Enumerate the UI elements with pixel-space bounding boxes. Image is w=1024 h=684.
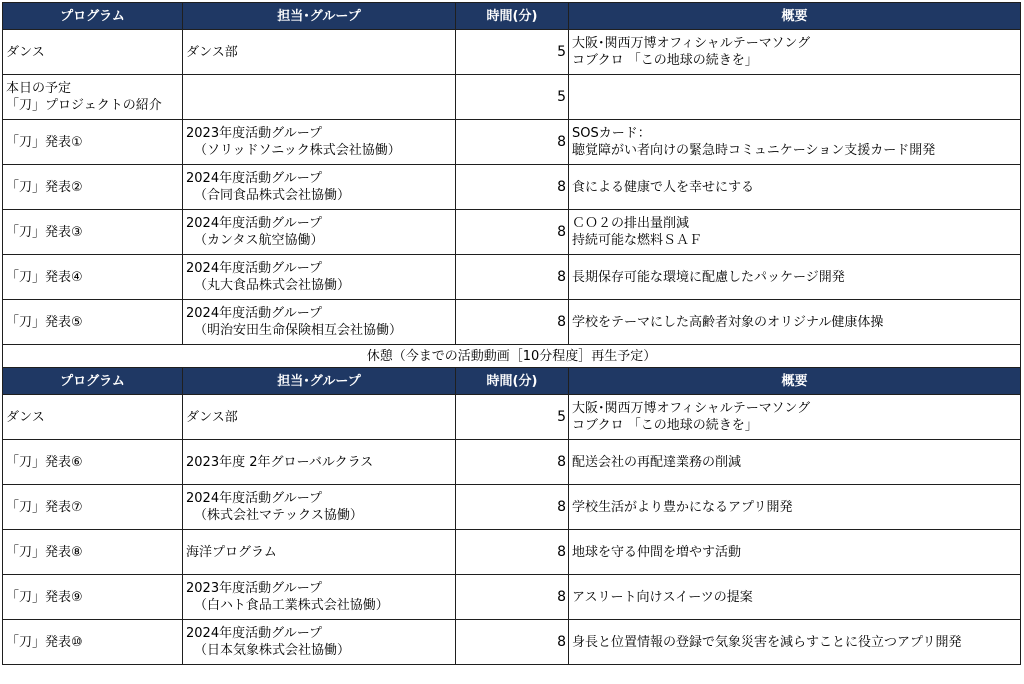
table-row bbox=[3, 255, 1021, 300]
program-cell-line: ダンス bbox=[6, 44, 45, 60]
program-cell bbox=[3, 165, 183, 210]
program-cell-line: 「刀」発表③ bbox=[6, 224, 83, 240]
program-cell bbox=[3, 210, 183, 255]
table-row bbox=[3, 75, 1021, 120]
group-cell bbox=[183, 165, 456, 210]
group-cell-line: 2024年度活動グループ bbox=[186, 216, 323, 231]
summary-cell-line: 大阪･関西万博オフィシャルテーマソング bbox=[572, 401, 811, 416]
header-program: プログラム bbox=[3, 368, 183, 395]
group-cell bbox=[183, 255, 456, 300]
time-cell: 8 bbox=[456, 165, 569, 210]
table-row bbox=[3, 210, 1021, 255]
summary-cell bbox=[569, 165, 1021, 210]
time-cell: 5 bbox=[456, 395, 569, 440]
time-cell: 8 bbox=[456, 210, 569, 255]
group-cell-line: （明治安田生命保険相互会社協働） bbox=[194, 323, 403, 338]
time-cell: 5 bbox=[456, 30, 569, 75]
header-summary: 概要 bbox=[569, 3, 1021, 30]
group-cell bbox=[183, 440, 456, 485]
summary-cell-line: 学校をテーマにした高齢者対象のオリジナル健康体操 bbox=[572, 314, 884, 330]
group-cell-line: 2024年度活動グループ bbox=[186, 261, 323, 276]
time-cell: 8 bbox=[456, 300, 569, 345]
time-cell: 8 bbox=[456, 530, 569, 575]
summary-cell bbox=[569, 30, 1021, 75]
group-cell bbox=[183, 210, 456, 255]
program-cell-line: 「刀」発表② bbox=[6, 179, 83, 195]
time-cell: 8 bbox=[456, 120, 569, 165]
header-program: プログラム bbox=[3, 3, 183, 30]
program-cell-line: 「刀」発表⑩ bbox=[6, 634, 83, 650]
program-cell bbox=[3, 300, 183, 345]
summary-cell bbox=[569, 120, 1021, 165]
group-cell-line: （白ハト食品工業株式会社協働） bbox=[194, 598, 389, 613]
header-summary: 概要 bbox=[569, 368, 1021, 395]
program-cell-line: 「刀」発表⑦ bbox=[6, 499, 83, 515]
summary-cell-line: ＣＯ２の排出量削減 bbox=[572, 216, 690, 231]
program-cell-line: 「刀」発表④ bbox=[6, 269, 83, 285]
table-row bbox=[3, 300, 1021, 345]
group-cell-line: （日本気象株式会社協働） bbox=[194, 643, 351, 658]
program-cell bbox=[3, 575, 183, 620]
summary-cell-line: コブクロ 「この地球の続きを」 bbox=[572, 418, 758, 433]
header-row bbox=[3, 3, 1021, 30]
program-cell bbox=[3, 75, 183, 120]
time-cell: 8 bbox=[456, 255, 569, 300]
table-row bbox=[3, 485, 1021, 530]
table-row bbox=[3, 395, 1021, 440]
header-time: 時間(分) bbox=[456, 3, 569, 30]
summary-cell-line: SOSカード： bbox=[572, 126, 651, 141]
program-cell-line: 「刀」発表⑥ bbox=[6, 454, 83, 470]
break-row bbox=[3, 345, 1021, 368]
group-cell-line: 2023年度活動グループ bbox=[186, 126, 323, 141]
group-cell bbox=[183, 120, 456, 165]
group-cell-line: 2024年度活動グループ bbox=[186, 306, 323, 321]
summary-cell bbox=[569, 620, 1021, 665]
table-row bbox=[3, 575, 1021, 620]
table-row bbox=[3, 120, 1021, 165]
summary-cell-line: 地球を守る仲間を増やす活動 bbox=[572, 544, 742, 560]
group-cell bbox=[183, 395, 456, 440]
summary-cell bbox=[569, 440, 1021, 485]
program-cell-line: 「刀」発表① bbox=[6, 134, 83, 150]
summary-cell-line: アスリート向けスイーツの提案 bbox=[572, 589, 753, 605]
program-cell-line: 「刀」プロジェクトの紹介 bbox=[6, 98, 162, 113]
summary-cell bbox=[569, 210, 1021, 255]
group-cell-line: 2023年度活動グループ bbox=[186, 581, 323, 596]
summary-cell-line: 配送会社の再配達業務の削減 bbox=[572, 454, 742, 470]
table-row bbox=[3, 530, 1021, 575]
summary-cell-line: 身長と位置情報の登録で気象災害を減らすことに役立つアプリ開発 bbox=[572, 634, 962, 650]
summary-cell bbox=[569, 75, 1021, 120]
group-cell bbox=[183, 300, 456, 345]
summary-cell-line: 食による健康で人を幸せにする bbox=[572, 179, 755, 195]
group-cell-line: （カンタス航空協働） bbox=[194, 233, 324, 248]
group-cell-line: （合同食品株式会社協働） bbox=[194, 188, 351, 203]
program-cell-line: 「刀」発表⑨ bbox=[6, 589, 83, 605]
program-cell bbox=[3, 530, 183, 575]
summary-cell-line: コブクロ 「この地球の続きを」 bbox=[572, 53, 758, 68]
group-cell-line: ダンス部 bbox=[186, 409, 238, 425]
time-cell: 8 bbox=[456, 485, 569, 530]
group-cell-line: ダンス部 bbox=[186, 44, 238, 60]
group-cell-line: 2023年度 2年グローバルクラス bbox=[186, 454, 374, 470]
program-cell bbox=[3, 620, 183, 665]
group-cell bbox=[183, 75, 456, 120]
group-cell-line: （丸大食品株式会社協働） bbox=[194, 278, 351, 293]
group-cell-line: 2024年度活動グループ bbox=[186, 171, 323, 186]
header-time: 時間(分) bbox=[456, 368, 569, 395]
summary-cell-line: 持続可能な燃料ＳＡＦ bbox=[572, 233, 703, 248]
program-cell bbox=[3, 30, 183, 75]
summary-cell-line: 長期保存可能な環境に配慮したパッケージ開発 bbox=[572, 269, 845, 285]
program-cell bbox=[3, 395, 183, 440]
summary-cell bbox=[569, 530, 1021, 575]
header-group: 担当･グループ bbox=[183, 368, 456, 395]
summary-cell-line: 聴覚障がい者向けの緊急時コミュニケーション支援カード開発 bbox=[572, 143, 936, 158]
group-cell bbox=[183, 575, 456, 620]
group-cell-line: 2024年度活動グループ bbox=[186, 626, 323, 641]
group-cell bbox=[183, 485, 456, 530]
group-cell-line: （ソリッドソニック株式会社協働） bbox=[194, 143, 401, 158]
time-cell: 8 bbox=[456, 575, 569, 620]
table-row bbox=[3, 440, 1021, 485]
table-row bbox=[3, 165, 1021, 210]
group-cell bbox=[183, 530, 456, 575]
group-cell-line: （株式会社マテックス協働） bbox=[194, 508, 363, 523]
time-cell: 8 bbox=[456, 620, 569, 665]
time-cell: 5 bbox=[456, 75, 569, 120]
program-cell bbox=[3, 485, 183, 530]
header-group: 担当･グループ bbox=[183, 3, 456, 30]
program-cell-line: 「刀」発表⑧ bbox=[6, 544, 83, 560]
summary-cell bbox=[569, 255, 1021, 300]
group-cell-line: 海洋プログラム bbox=[186, 544, 277, 560]
group-cell-line: 2024年度活動グループ bbox=[186, 491, 323, 506]
program-cell bbox=[3, 255, 183, 300]
summary-cell-line: 大阪･関西万博オフィシャルテーマソング bbox=[572, 36, 811, 51]
schedule-table bbox=[2, 2, 1021, 665]
program-cell bbox=[3, 440, 183, 485]
summary-cell bbox=[569, 575, 1021, 620]
program-cell-line: 本日の予定 bbox=[6, 81, 72, 96]
summary-cell bbox=[569, 485, 1021, 530]
group-cell bbox=[183, 620, 456, 665]
summary-cell-line: 学校生活がより豊かになるアプリ開発 bbox=[572, 499, 793, 515]
break-text: 休憩（今までの活動動画［10分程度］再生予定） bbox=[3, 345, 1021, 368]
table-row bbox=[3, 30, 1021, 75]
header-row bbox=[3, 368, 1021, 395]
summary-cell bbox=[569, 395, 1021, 440]
program-cell-line: 「刀」発表⑤ bbox=[6, 314, 83, 330]
group-cell bbox=[183, 30, 456, 75]
table-row bbox=[3, 620, 1021, 665]
program-cell-line: ダンス bbox=[6, 409, 45, 425]
program-cell bbox=[3, 120, 183, 165]
time-cell: 8 bbox=[456, 440, 569, 485]
summary-cell bbox=[569, 300, 1021, 345]
